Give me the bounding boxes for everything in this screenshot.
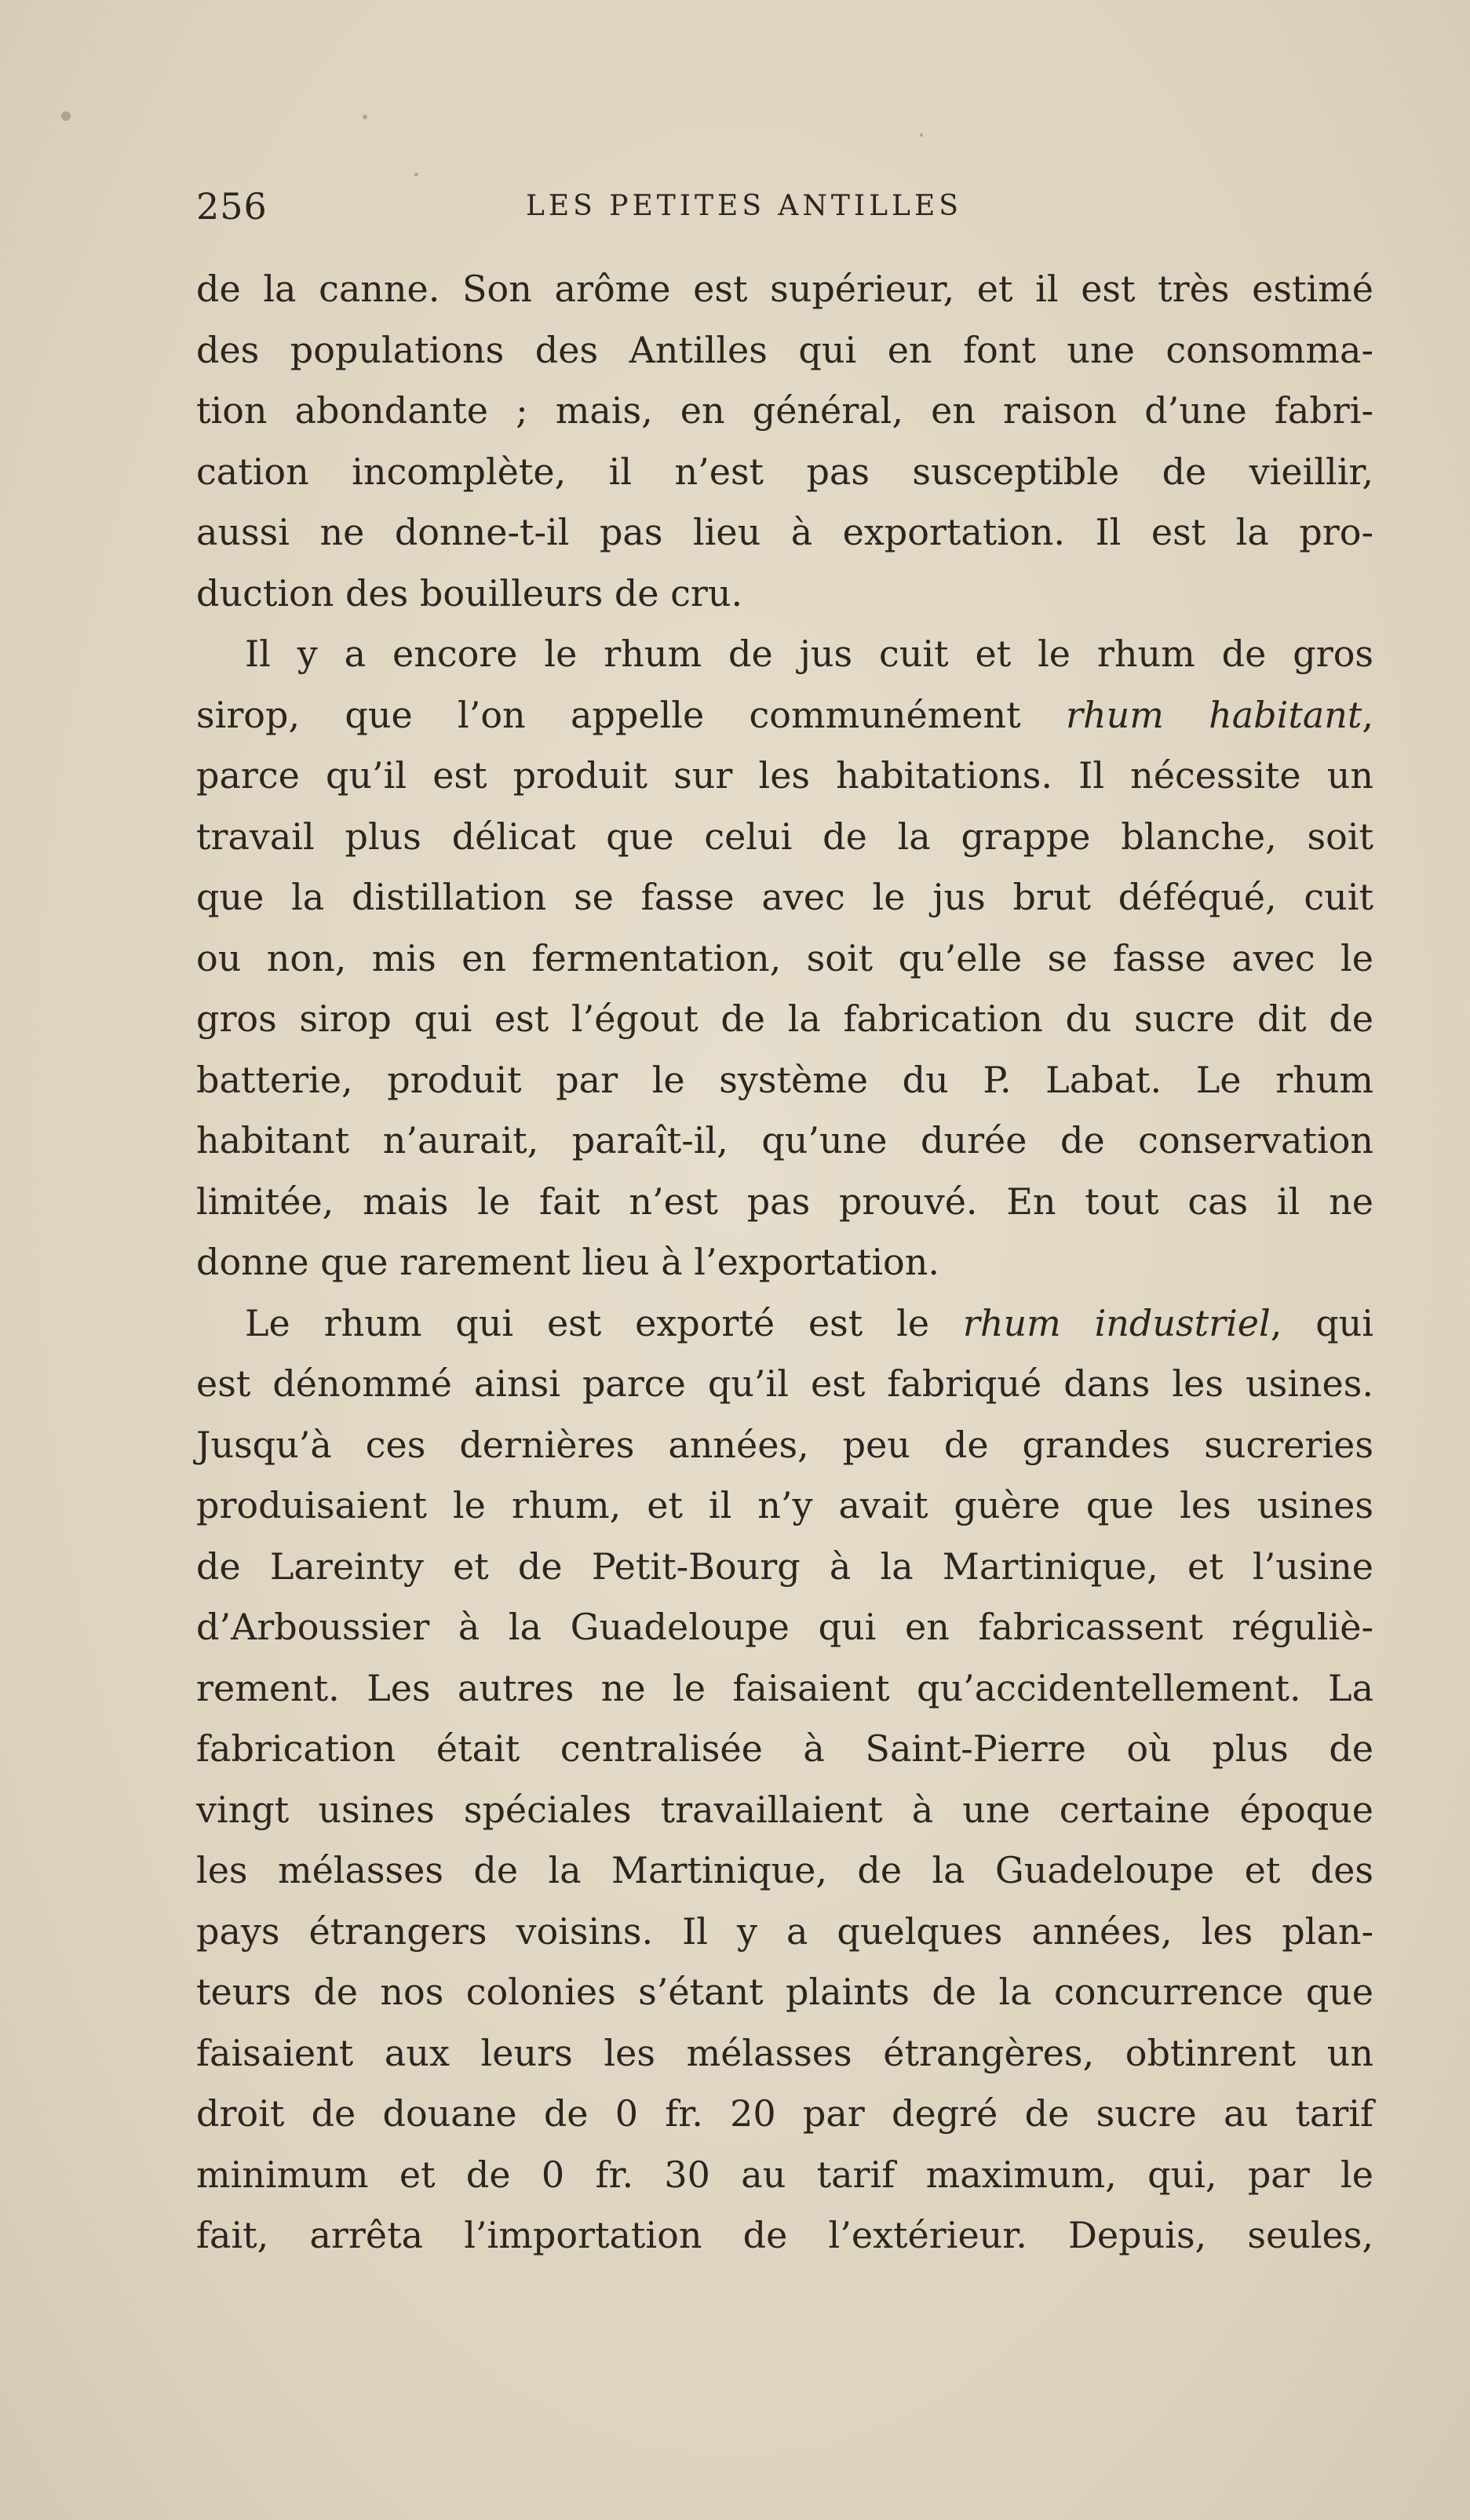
paper-speck xyxy=(920,133,923,137)
text-line: teurs de nos colonies s’étant plaints de la concurrence que xyxy=(196,1971,1373,2013)
text-line: droit de douane de 0 fr. 20 par degré de sucre au tarif xyxy=(196,2092,1373,2135)
text-line: d’Arboussier à la Guadeloupe qui en fabricassent réguliè- xyxy=(196,1606,1373,1648)
text-run: , xyxy=(1362,693,1373,736)
text-run: Le rhum qui est exporté est le xyxy=(245,1301,963,1344)
text-line: aussi ne donne-t-il pas lieu à exportation. Il est la pro- xyxy=(196,511,1373,553)
text-run: sirop, que l’on appelle communément xyxy=(196,693,1066,736)
text-line: rement. Les autres ne le faisaient qu’accidentellement. La xyxy=(196,1666,1373,1709)
text-line: parce qu’il est produit sur les habitations. Il nécessite un xyxy=(196,754,1373,797)
text-line xyxy=(196,685,1373,746)
text-line: batterie, produit par le système du P. Labat. Le rhum xyxy=(196,1058,1373,1101)
text-line: donne que rarement lieu à l’exportation. xyxy=(196,1241,939,1283)
paper-speck xyxy=(363,115,367,119)
text-line: les mélasses de la Martinique, de la Guadeloupe et des xyxy=(196,1849,1373,1891)
text-line: de Lareinty et de Petit-Bourg à la Martinique, et l’usine xyxy=(196,1544,1373,1588)
text-line: gros sirop qui est l’égout de la fabrication du sucre dit de xyxy=(196,997,1373,1040)
text-line: de la canne. Son arôme est supérieur, et il est très estimé xyxy=(196,268,1373,310)
text-line: travail plus délicat que celui de la grappe blanche, soit xyxy=(196,815,1373,858)
text-line: cation incomplète, il n’est pas susceptible de vieillir, xyxy=(196,450,1373,493)
text-line: tion abondante ; mais, en général, en raison d’une fabri- xyxy=(196,389,1373,432)
text-line: fait, arrêta l’importation de l’extérieur. Depuis, seules, xyxy=(196,2214,1373,2256)
text-line xyxy=(196,1293,1373,1355)
text-line: limitée, mais le fait n’est pas prouvé. En tout cas il ne xyxy=(196,1180,1373,1223)
text-line: pays étrangers voisins. Il y a quelques années, les plan- xyxy=(196,1909,1373,1953)
text-line: vingt usines spéciales travaillaient à une certaine époque xyxy=(196,1788,1373,1831)
text-line: fabrication était centralisée à Saint-Pierre où plus de xyxy=(196,1727,1373,1770)
text-line: habitant n’aurait, paraît-il, qu’une durée de conservation xyxy=(196,1119,1373,1162)
text-line: duction des bouilleurs de cru. xyxy=(196,571,743,615)
text-line: faisaient aux leurs les mélasses étrangères, obtinrent un xyxy=(196,2031,1373,2074)
text-line: Jusqu’à ces dernières années, peu de grandes sucreries xyxy=(196,1423,1373,1466)
italic-term: rhum habitant xyxy=(1065,693,1362,736)
page-number: 256 xyxy=(196,185,268,228)
italic-term: rhum industriel xyxy=(962,1301,1271,1344)
text-line: que la distillation se fasse avec le jus brut déféqué, cuit xyxy=(196,876,1373,918)
text-line: ou non, mis en fermentation, soit qu’elle se fasse avec le xyxy=(196,936,1373,979)
text-run: , qui xyxy=(1270,1301,1373,1344)
page-heading: LES PETITES ANTILLES xyxy=(526,190,962,222)
text-line: est dénommé ainsi parce qu’il est fabriqué dans les usines. xyxy=(196,1362,1373,1405)
text-line: Il y a encore le rhum de jus cuit et le rhum de gros xyxy=(245,633,1373,675)
text-line: des populations des Antilles qui en font une consomma- xyxy=(196,328,1373,371)
paper-speck xyxy=(414,173,418,177)
paper-speck xyxy=(61,111,71,121)
text-line: minimum et de 0 fr. 30 au tarif maximum, qui, par le xyxy=(196,2153,1373,2196)
body-text xyxy=(196,259,1373,2267)
running-head xyxy=(196,185,1060,232)
text-line: produisaient le rhum, et il n’y avait guère que les usines xyxy=(196,1484,1373,1526)
